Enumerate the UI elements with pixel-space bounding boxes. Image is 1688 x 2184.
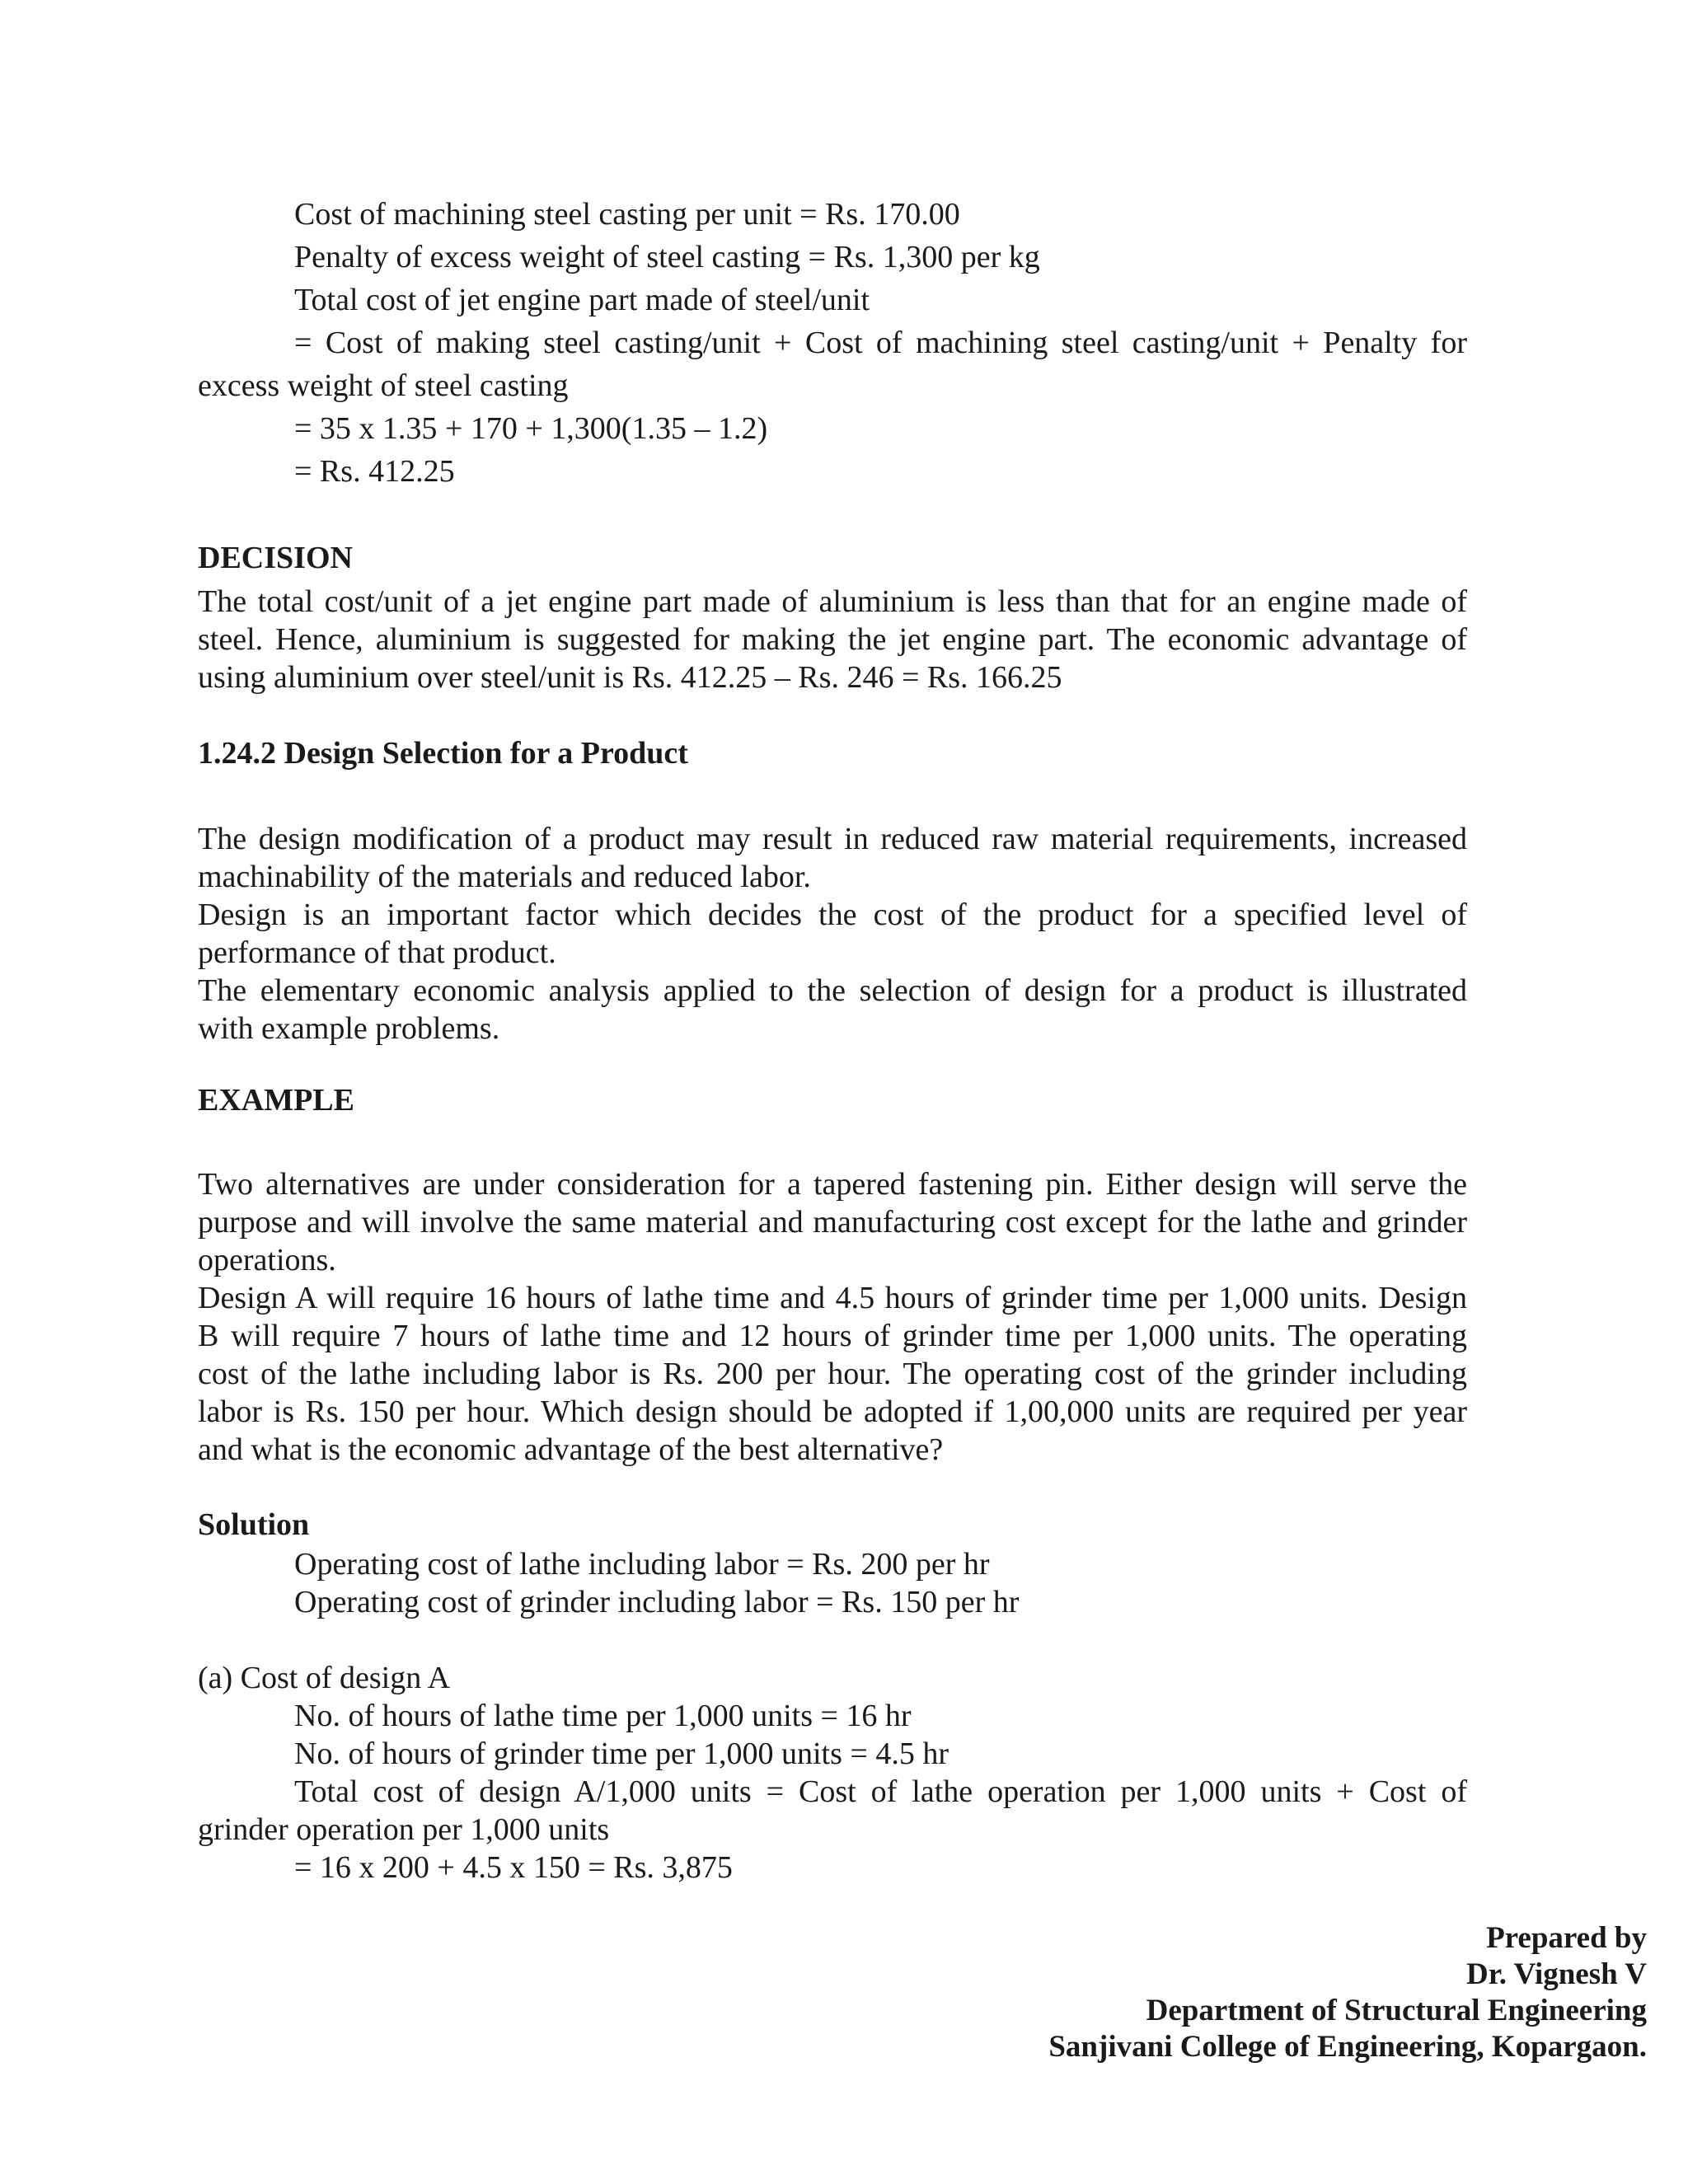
example-heading: EXAMPLE xyxy=(198,1083,354,1118)
author-department: Department of Structural Engineering xyxy=(1146,1994,1647,2027)
section-heading: 1.24.2 Design Selection for a Product xyxy=(198,736,688,771)
author-footer xyxy=(1048,1920,1647,2065)
steel-total-cost-label: Total cost of jet engine part made of steel/unit xyxy=(294,283,870,317)
steel-machining-cost-line: Cost of machining steel casting per unit = Rs. 170.00 xyxy=(294,197,960,232)
section-paragraph-line: performance of that product. xyxy=(198,935,556,970)
section-paragraph-line: The design modification of a product may result in reduced raw material requirements, increased xyxy=(198,822,1467,856)
solution-heading: Solution xyxy=(198,1507,310,1542)
example-text-line: and what is the economic advantage of the best alternative? xyxy=(198,1432,944,1467)
section-paragraph-line: machinability of the materials and reduced labor. xyxy=(198,860,811,894)
example-text-line: purpose and will involve the same material and manufacturing cost except for the lathe and grinder xyxy=(198,1205,1467,1240)
design-a-heading: (a) Cost of design A xyxy=(198,1661,451,1695)
example-text-line: labor is Rs. 150 per hour. Which design should be adopted if 1,00,000 units are required per year xyxy=(198,1394,1467,1429)
design-a-grinder-hours: No. of hours of grinder time per 1,000 units = 4.5 hr xyxy=(294,1736,949,1771)
section-paragraph-line: The elementary economic analysis applied to the selection of design for a product is illustrated xyxy=(198,973,1467,1008)
example-text-line: operations. xyxy=(198,1243,336,1277)
solution-lathe-cost-line: Operating cost of lathe including labor = Rs. 200 per hr xyxy=(294,1547,990,1582)
design-a-total-cost-result: = 16 x 200 + 4.5 x 150 = Rs. 3,875 xyxy=(294,1850,733,1885)
design-a-total-cost-formula-cont: grinder operation per 1,000 units xyxy=(198,1812,610,1847)
example-text-line: B will require 7 hours of lathe time and 12 hours of grinder time per 1,000 units. The operating xyxy=(198,1319,1467,1353)
steel-total-cost-formula-cont: excess weight of steel casting xyxy=(198,368,569,403)
steel-penalty-line: Penalty of excess weight of steel casting = Rs. 1,300 per kg xyxy=(294,240,1040,274)
author-college: Sanjivani College of Engineering, Kopargaon. xyxy=(1048,2030,1647,2064)
example-text-line: cost of the lathe including labor is Rs. 200 per hour. The operating cost of the grinder including xyxy=(198,1357,1467,1391)
design-a-lathe-hours: No. of hours of lathe time per 1,000 units = 16 hr xyxy=(294,1699,912,1733)
example-text-line: Design A will require 16 hours of lathe time and 4.5 hours of grinder time per 1,000 units. Design xyxy=(198,1281,1467,1315)
decision-text-line: steel. Hence, aluminium is suggested for making the jet engine part. The economic advantage of xyxy=(198,622,1467,657)
steel-total-cost-substitution: = 35 x 1.35 + 170 + 1,300(1.35 – 1.2) xyxy=(294,411,768,446)
solution-grinder-cost-line: Operating cost of grinder including labor = Rs. 150 per hr xyxy=(294,1585,1020,1619)
decision-text-line: using aluminium over steel/unit is Rs. 412.25 – Rs. 246 = Rs. 166.25 xyxy=(198,660,1062,695)
steel-total-cost-formula: = Cost of making steel casting/unit + Cost of machining steel casting/unit + Penalty for xyxy=(294,326,1467,360)
author-name: Dr. Vignesh V xyxy=(1466,1957,1647,1991)
section-paragraph-line: Design is an important factor which decides the cost of the product for a specified level of xyxy=(198,898,1467,932)
example-text-line: Two alternatives are under consideration for a tapered fastening pin. Either design will serve the xyxy=(198,1167,1467,1202)
steel-total-cost-result: = Rs. 412.25 xyxy=(294,454,455,489)
design-a-total-cost-formula: Total cost of design A/1,000 units = Cost of lathe operation per 1,000 units + Cost of xyxy=(294,1774,1467,1809)
decision-text-line: The total cost/unit of a jet engine part made of aluminium is less than that for an engine made of xyxy=(198,584,1467,619)
section-paragraph-line: with example problems. xyxy=(198,1011,500,1046)
decision-heading: DECISION xyxy=(198,541,353,575)
prepared-by-label: Prepared by xyxy=(1486,1921,1647,1955)
